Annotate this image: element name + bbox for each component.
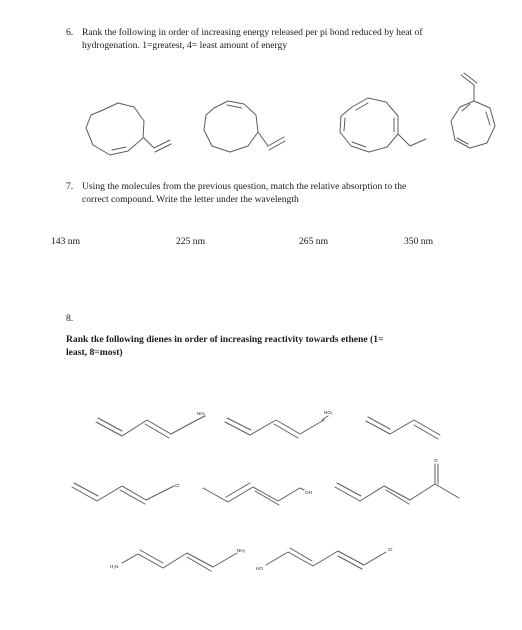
wavelength-2: 225 nm — [176, 236, 206, 247]
question-8-number: 8. — [66, 313, 74, 324]
substituent-no2: NO₂ — [324, 410, 333, 415]
question-6-line-2: hydrogenation. 1=greatest, 4= least amount of energy — [82, 40, 288, 51]
molecule-cyclooctene-vinyl — [86, 103, 171, 155]
question-7-line-1: Using the molecules from the previous question, match the relative absorption to the — [82, 181, 407, 192]
diene-4 — [366, 417, 440, 439]
question-8-line-2: least, 8=most) — [66, 347, 123, 358]
diene-2-nh2 — [195, 416, 324, 438]
diene-9-ho-cl — [266, 548, 386, 569]
diene-5-cl — [72, 483, 174, 504]
question-8-line-1: Rank tke following dienes in order of increasing reactivity towards ethene (1= — [66, 334, 384, 345]
substituent-o: O — [434, 458, 438, 463]
molecule-cyclooctene-vinyl-2 — [204, 101, 285, 152]
substituent-nh2-2: NH₂ — [237, 548, 246, 553]
question-7-number: 7. — [66, 181, 74, 192]
wavelength-1: 143 nm — [51, 236, 81, 247]
question-6-number: 6. — [66, 27, 74, 38]
molecule-cycloheptatriene-vinyl — [451, 73, 495, 148]
diene-1 — [96, 418, 195, 438]
diene-7-ketone — [335, 464, 459, 504]
substituent-oh: OH — [305, 490, 312, 495]
question-7-line-2: correct compound. Write the letter under the wavelength — [82, 194, 299, 205]
wavelength-4: 350 nm — [404, 236, 434, 247]
substituent-h2n: H₂N — [110, 564, 119, 569]
molecule-ring-ethyl — [340, 98, 426, 152]
substituent-cl-1: Cl — [175, 483, 180, 488]
substituent-ho: HO — [256, 566, 263, 571]
question-6-line-1: Rank the following in order of increasing energy released per pi bond reduced by heat of — [82, 27, 423, 38]
diene-6-oh — [203, 483, 304, 505]
substituent-nh2-1: NH₂ — [197, 411, 206, 416]
wavelength-3: 265 nm — [299, 236, 329, 247]
substituent-cl-2: Cl — [388, 547, 393, 552]
diene-8-amines — [122, 550, 237, 571]
